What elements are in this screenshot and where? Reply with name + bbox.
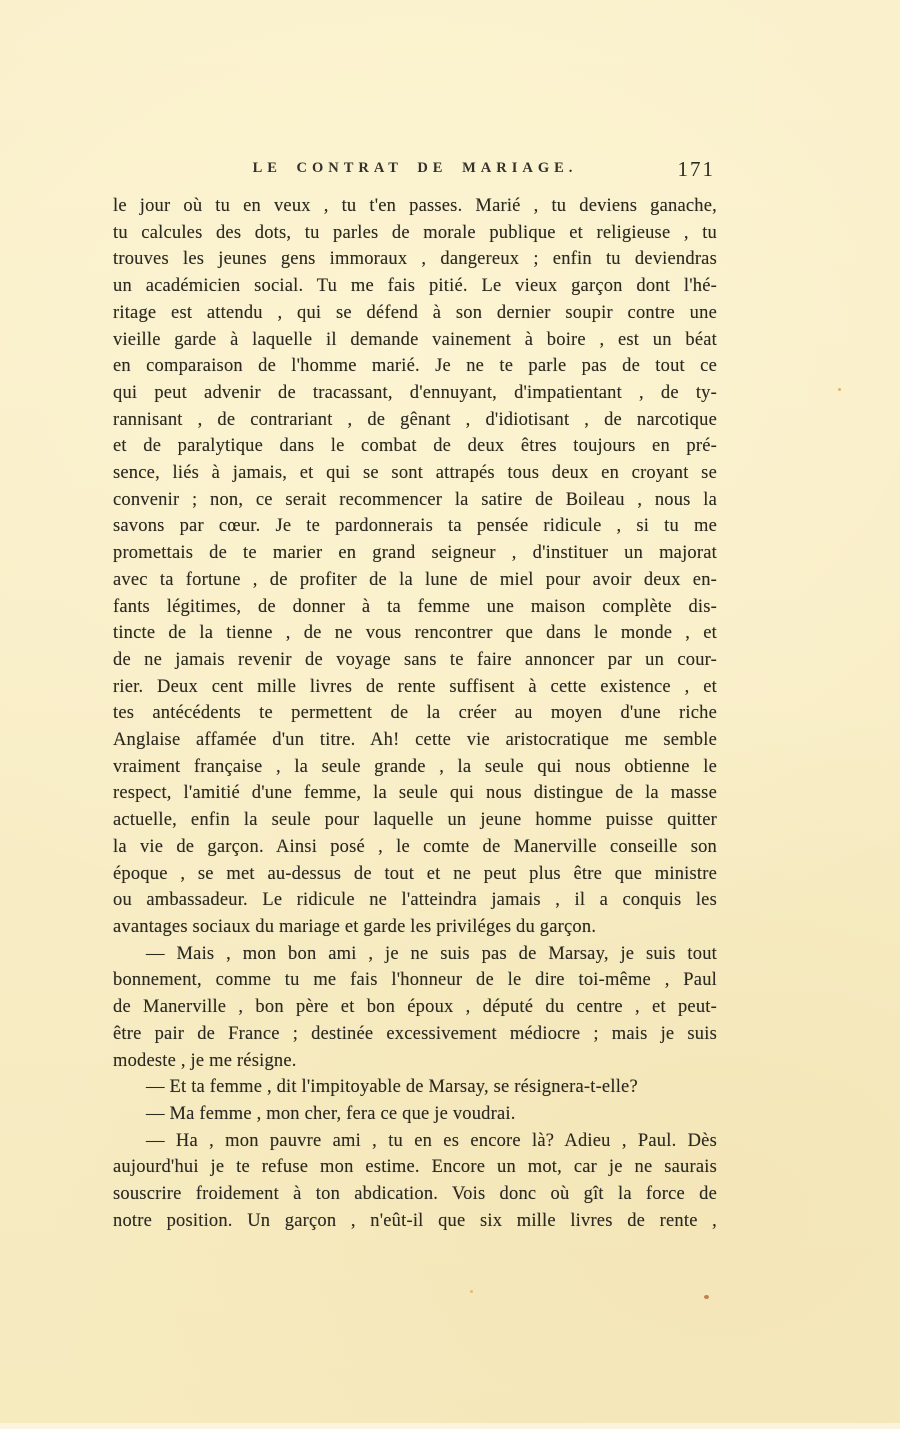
text-line: souscrire froidement à ton abdication. Vois donc où gît la force de bbox=[113, 1184, 717, 1205]
text-line: notre position. Un garçon , n'eût-il que six mille livres de rente , bbox=[113, 1210, 717, 1231]
text-line: de ne jamais revenir de voyage sans te faire annoncer par un cour- bbox=[113, 649, 717, 670]
paper-speck bbox=[838, 388, 841, 391]
text-line: qui peut advenir de tracassant, d'ennuyant, d'impatientant , de ty- bbox=[113, 382, 717, 403]
text-line: la vie de garçon. Ainsi posé , le comte de Manerville conseille son bbox=[113, 836, 717, 857]
text-line: tes antécédents te permettent de la créer au moyen d'une riche bbox=[113, 703, 717, 724]
text-line: sence, liés à jamais, et qui se sont attrapés tous deux en croyant se bbox=[113, 463, 717, 484]
text-line: — Ma femme , mon cher, fera ce que je voudrai. bbox=[146, 1103, 516, 1124]
text-line: — Mais , mon bon ami , je ne suis pas de Marsay, je suis tout bbox=[146, 943, 717, 964]
text-line: et de paralytique dans le combat de deux êtres toujours en pré- bbox=[113, 436, 717, 457]
paper-speck bbox=[704, 1295, 709, 1299]
text-line: respect, l'amitié d'une femme, la seule qui nous distingue de la masse bbox=[113, 783, 717, 804]
text-line: rannisant , de contrariant , de gênant , d'idiotisant , de narcotique bbox=[113, 409, 717, 430]
page-header bbox=[113, 157, 717, 183]
text-line: vieille garde à laquelle il demande vainement à boire , est un béat bbox=[113, 329, 717, 350]
text-line: — Ha , mon pauvre ami , tu en es encore là? Adieu , Paul. Dès bbox=[146, 1130, 717, 1151]
text-line: vraiment française , la seule grande , la seule qui nous obtienne le bbox=[113, 756, 717, 777]
text-line: avec ta fortune , de profiter de la lune de miel pour avoir deux en- bbox=[113, 569, 717, 590]
text-line: de Manerville , bon père et bon époux , député du centre , et peut- bbox=[113, 997, 717, 1018]
text-line: époque , se met au-dessus de tout et ne peut plus être que ministre bbox=[113, 863, 717, 884]
text-line: aujourd'hui je te refuse mon estime. Encore un mot, car je ne saurais bbox=[113, 1157, 717, 1178]
text-line: modeste , je me résigne. bbox=[113, 1050, 297, 1071]
page-number: 171 bbox=[677, 157, 715, 181]
text-line: promettais de te marier en grand seigneur , d'instituer un majorat bbox=[113, 543, 717, 564]
text-line: rier. Deux cent mille livres de rente suffisent à cette existence , et bbox=[113, 676, 717, 697]
text-line: tincte de la tienne , de ne vous rencontrer que dans le monde , et bbox=[113, 623, 717, 644]
running-title: LE CONTRAT DE MARIAGE. bbox=[252, 160, 578, 176]
text-line: ou ambassadeur. Le ridicule ne l'atteindra jamais , il a conquis les bbox=[113, 890, 717, 911]
text-line: actuelle, enfin la seule pour laquelle un jeune homme puisse quitter bbox=[113, 810, 717, 831]
paper-speck bbox=[470, 1290, 473, 1293]
text-line: bonnement, comme tu me fais l'honneur de le dire toi-même , Paul bbox=[113, 970, 717, 991]
text-line: en comparaison de l'homme marié. Je ne te parle pas de tout ce bbox=[113, 356, 717, 377]
text-line: tu calcules des dots, tu parles de morale publique et religieuse , tu bbox=[113, 222, 717, 243]
text-line: le jour où tu en veux , tu t'en passes. Marié , tu deviens ganache, bbox=[113, 196, 717, 216]
text-block bbox=[113, 193, 717, 1234]
text-line: trouves les jeunes gens immoraux , dangereux ; enfin tu deviendras bbox=[113, 249, 717, 270]
text-line: convenir ; non, ce serait recommencer la satire de Boileau , nous la bbox=[113, 489, 717, 510]
text-line: — Et ta femme , dit l'impitoyable de Marsay, se résignera-t-elle? bbox=[146, 1077, 638, 1098]
text-line: Anglaise affamée d'un titre. Ah! cette vie aristocratique me semble bbox=[113, 730, 717, 751]
text-line: savons par cœur. Je te pardonnerais ta pensée ridicule , si tu me bbox=[113, 516, 717, 537]
text-line: ritage est attendu , qui se défend à son dernier soupir contre une bbox=[113, 302, 717, 323]
text-line: avantages sociaux du mariage et garde les priviléges du garçon. bbox=[113, 916, 597, 937]
text-line: être pair de France ; destinée excessivement médiocre ; mais je suis bbox=[113, 1023, 717, 1044]
text-line: fants légitimes, de donner à ta femme une maison complète dis- bbox=[113, 596, 717, 617]
text-line: un académicien social. Tu me fais pitié. Le vieux garçon dont l'hé- bbox=[113, 276, 717, 297]
